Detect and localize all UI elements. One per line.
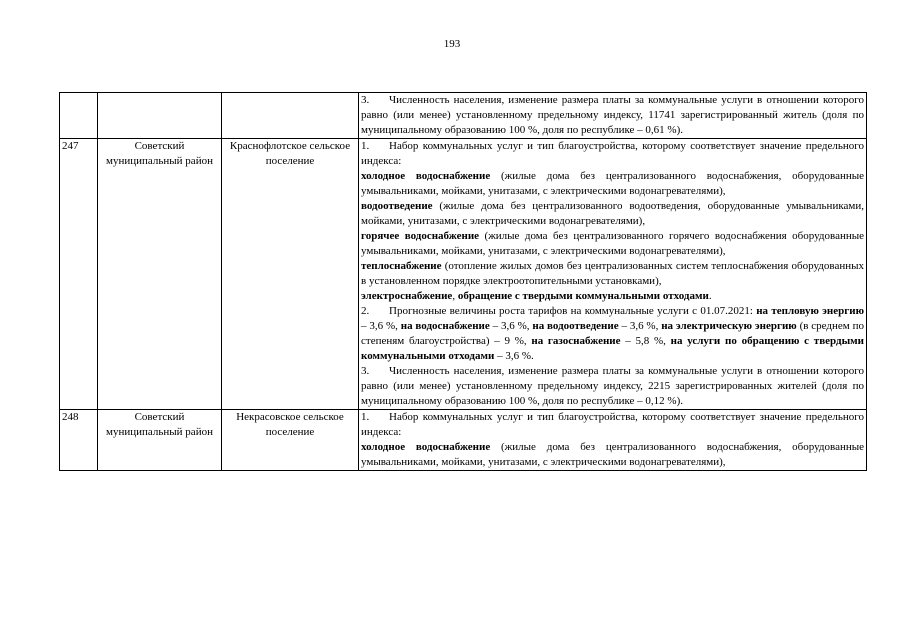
item-number: 3. (361, 94, 370, 106)
hot-water-paragraph (361, 229, 864, 259)
heating-paragraph (361, 259, 864, 289)
electro-waste-paragraph (361, 289, 864, 304)
separator: . (708, 290, 712, 302)
description-cell (359, 139, 867, 410)
settlement-cell: Краснофлотское сельское поселение (222, 139, 359, 410)
table-row (60, 410, 867, 471)
item-text: Численность населения, изменение размера платы за коммунальные услуги в отношении которого равно (или менее) установленному предельному индексу, 2215 зарегистрированных жителей (доля по муниципальному образованию 100 %, доля по республике – 0,12 %). (361, 365, 864, 407)
row-number-cell: 247 (60, 139, 98, 410)
tariff-value: – 3,6 %, (361, 320, 401, 332)
cold-water-paragraph (361, 169, 864, 199)
item-intro-text: Набор коммунальных услуг и тип благоустройства, которому соответствует значение предельного индекса: (361, 411, 864, 438)
tariff-name: на водоотведение (532, 320, 619, 332)
service-name: водоотведение (361, 200, 433, 212)
service-name: теплоснабжение (361, 260, 442, 272)
settlement-cell (222, 93, 359, 139)
description-cell (359, 410, 867, 471)
item-3-paragraph (361, 93, 864, 138)
row-number-cell (60, 93, 98, 139)
tariff-name: на тепловую энергию (756, 305, 864, 317)
tariff-name: на услуги по обращению с твердыми коммунальными отходами (361, 335, 864, 362)
item-intro-text: Прогнозные величины роста тарифов на коммунальные услуги с 01.07.2021: (389, 305, 753, 317)
item-1-intro (361, 410, 864, 440)
tariff-name: на водоснабжение (400, 320, 490, 332)
service-name: холодное водоснабжение (361, 441, 491, 453)
drainage-paragraph (361, 199, 864, 229)
service-name: обращение с твердыми коммунальными отходами (457, 290, 709, 302)
settlement-cell: Некрасовское сельское поселение (222, 410, 359, 471)
page-number: 193 (443, 38, 461, 50)
row-number-cell: 248 (60, 410, 98, 471)
tariff-value: – 3,6 %. (494, 350, 534, 362)
item-3-paragraph (361, 364, 864, 409)
tariff-value: – 3,6 %, (618, 320, 662, 332)
service-description: (жилые дома без централизованного водоотведения, оборудованные умывальниками, мойками, унитазами, с электрическими водонагревателями), (361, 200, 864, 227)
service-description: (жилые дома без централизованного водоснабжения, оборудованные умывальниками, мойками, унитазами, с электрическими водонагревателями), (361, 441, 864, 468)
separator: , (452, 290, 458, 302)
item-number: 1. (361, 140, 370, 152)
tariff-table (59, 92, 867, 471)
item-1-intro (361, 139, 864, 169)
service-name: электроснабжение (361, 290, 453, 302)
service-description: (жилые дома без централизованного водоснабжения, оборудованные умывальниками, мойками, унитазами, с электрическими водонагревателями), (361, 170, 864, 197)
tariff-value: (в среднем по степеням благоустройства) – 9 %, (361, 320, 864, 347)
tariff-name: на электрическую энергию (661, 320, 797, 332)
service-name: холодное водоснабжение (361, 170, 491, 182)
district-cell (98, 93, 222, 139)
item-text: Численность населения, изменение размера платы за коммунальные услуги в отношении которого равно (или менее) установленному предельному индексу, 11741 зарегистрированный житель (доля по муниципальному образованию 100 %, доля по республике – 0,61 %). (361, 94, 864, 136)
item-number: 3. (361, 365, 370, 377)
item-2-paragraph (361, 304, 864, 364)
service-description: (жилые дома без централизованного горячего водоснабжения оборудованные умывальниками, мойками, унитазами, с электрическими водонагревателями), (361, 230, 864, 257)
table-row (60, 93, 867, 139)
tariff-value: – 3,6 %, (489, 320, 533, 332)
tariff-value: – 5,8 %, (620, 335, 671, 347)
item-number: 2. (361, 305, 370, 317)
cold-water-paragraph (361, 440, 864, 470)
district-cell: Советский муниципальный район (98, 410, 222, 471)
item-number: 1. (361, 411, 370, 423)
table-row (60, 139, 867, 410)
description-cell (359, 93, 867, 139)
tariff-name: на газоснабжение (531, 335, 621, 347)
service-description: (отопление жилых домов без централизованных систем теплоснабжения оборудованных в установленном порядке электроотопительными установками), (361, 260, 864, 287)
service-name: горячее водоснабжение (361, 230, 480, 242)
district-cell: Советский муниципальный район (98, 139, 222, 410)
item-intro-text: Набор коммунальных услуг и тип благоустройства, которому соответствует значение предельного индекса: (361, 140, 864, 167)
